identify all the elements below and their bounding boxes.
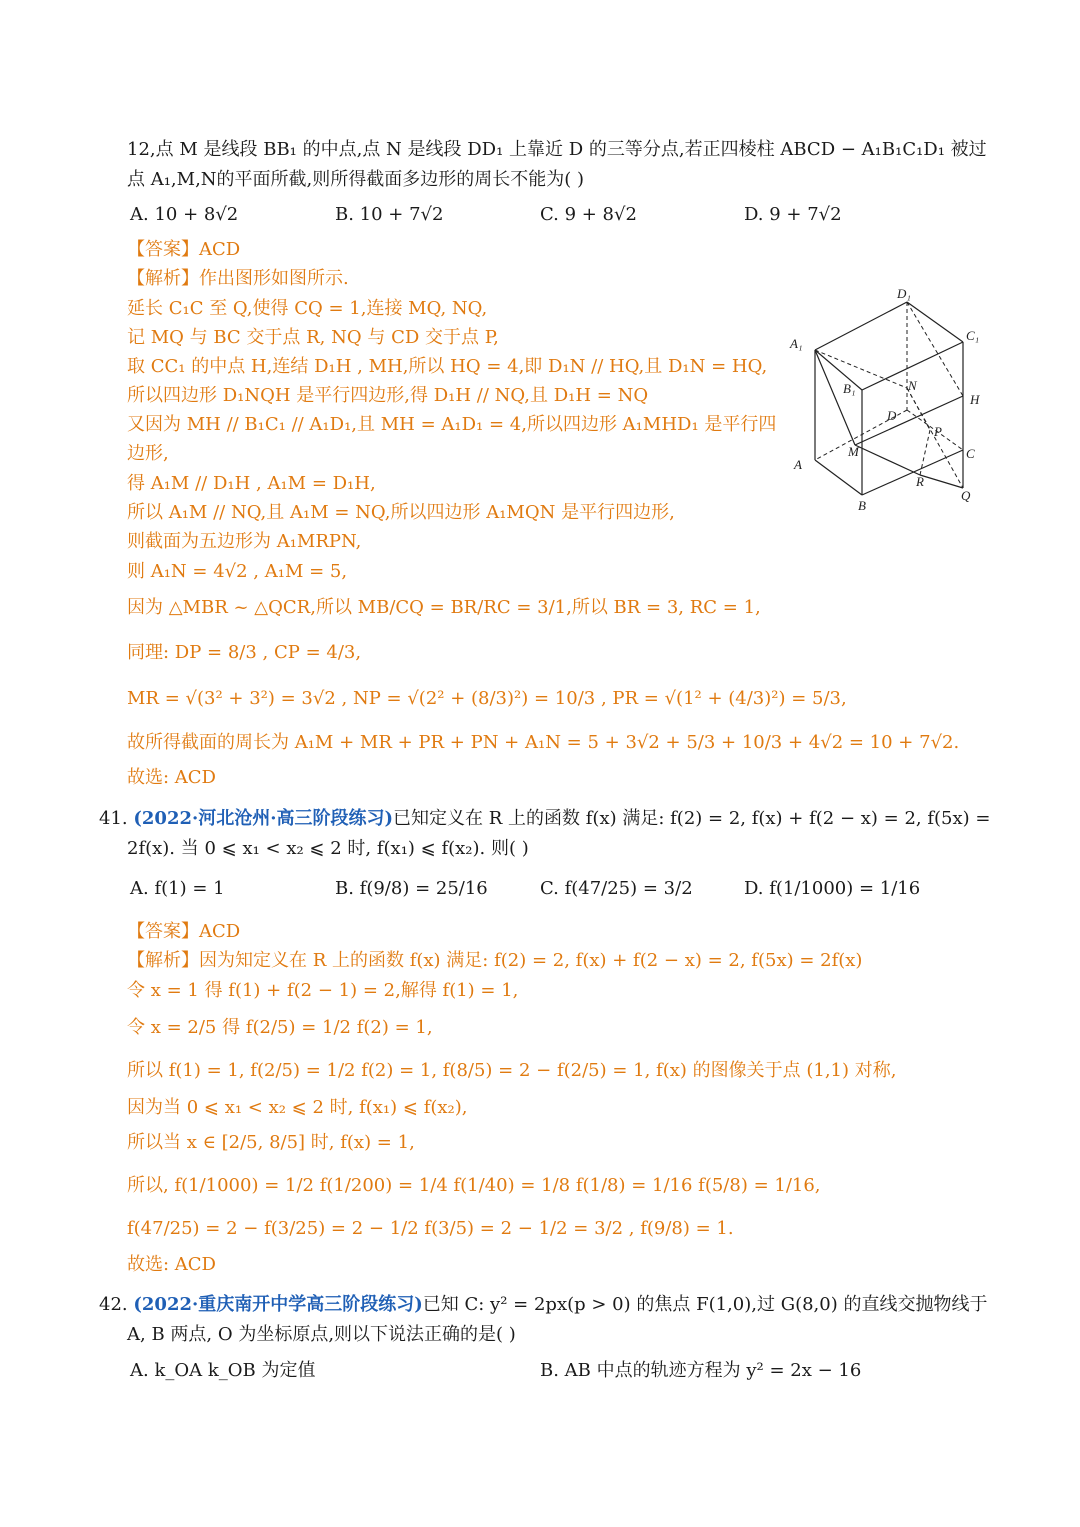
q12-analysis-line: 则 A₁N = 4√2 , A₁M = 5,	[127, 561, 348, 582]
q12-analysis-line: 因为 △MBR ~ △QCR,所以 MB/CQ = BR/RC = 3/1,所以 BR = 3, RC = 1,	[127, 597, 761, 618]
q41-analysis-line: 令 x = 2/5 得 f(2/5) = 1/2 f(2) = 1,	[127, 1017, 433, 1038]
q12-analysis-line: 【解析】作出图形如图所示.	[127, 268, 349, 289]
q12-option-a: A. 10 + 8√2	[130, 204, 239, 225]
figure-label: R	[916, 474, 924, 489]
figure-label: D₁	[897, 286, 911, 301]
figure-label: B	[858, 498, 866, 513]
figure-label: C₁	[966, 328, 980, 343]
q12-analysis-line: 所以四边形 D₁NQH 是平行四边形,得 D₁H // NQ,且 D₁H = NQ	[127, 385, 649, 406]
q12-analysis-line: 得 A₁M // D₁H , A₁M = D₁H,	[127, 473, 376, 494]
q41-analysis-line: 所以 f(1) = 1, f(2/5) = 1/2 f(2) = 1, f(8/5) = 2 − f(2/5) = 1, f(x) 的图像关于点 (1,1) 对称,	[127, 1060, 897, 1081]
q41-stem-line-1	[99, 806, 990, 832]
q41-analysis-line: 所以, f(1/1000) = 1/2 f(1/200) = 1/4 f(1/40) = 1/8 f(1/8) = 1/16 f(5/8) = 1/16,	[127, 1175, 821, 1196]
figure-label: A₁	[790, 336, 803, 351]
q41-analysis-line: 故选: ACD	[127, 1254, 216, 1275]
q12-analysis-line: 记 MQ 与 BC 交于点 R, NQ 与 CD 交于点 P,	[127, 327, 499, 348]
q12-analysis-line: 所以 A₁M // NQ,且 A₁M = NQ,所以四边形 A₁MQN 是平行四边形,	[127, 502, 675, 523]
q12-option-b: B. 10 + 7√2	[335, 204, 444, 225]
figure-label: P	[934, 424, 942, 439]
q12-analysis-line: MR = √(3² + 3²) = 3√2 , NP = √(2² + (8/3)²) = 10/3 , PR = √(1² + (4/3)²) = 5/3,	[127, 688, 847, 709]
q41-option-c: C. f(47/25) = 3/2	[540, 878, 693, 899]
q12-analysis-line: 则截面为五边形为 A₁MRPN,	[127, 531, 362, 552]
q42-stem-line-2: A, B 两点, O 为坐标原点,则以下说法正确的是( )	[127, 1324, 516, 1345]
q12-stem-line-2: 点 A₁,M,N的平面所截,则所得截面多边形的周长不能为( )	[127, 169, 585, 190]
q41-option-a: A. f(1) = 1	[130, 878, 225, 899]
q42-stem-line-1	[99, 1292, 987, 1318]
q12-analysis-line: 取 CC₁ 的中点 H,连结 D₁H , MH,所以 HQ = 4,即 D₁N // HQ,且 D₁N = HQ,	[127, 356, 768, 377]
figure-label: N	[908, 378, 917, 393]
figure-label: M	[848, 444, 859, 459]
q42-number: 42.	[99, 1294, 128, 1315]
q12-analysis-line: 边形,	[127, 443, 169, 464]
q12-analysis-line: 故所得截面的周长为 A₁M + MR + PR + PN + A₁N = 5 + 3√2 + 5/3 + 10/3 + 4√2 = 10 + 7√2.	[127, 732, 960, 753]
q12-analysis-line: 同理: DP = 8/3 , CP = 4/3,	[127, 642, 362, 663]
q41-analysis-line: 令 x = 1 得 f(1) + f(2 − 1) = 2,解得 f(1) = 1,	[127, 980, 519, 1001]
q41-analysis-line: 【解析】因为知定义在 R 上的函数 f(x) 满足: f(2) = 2, f(x) + f(2 − x) = 2, f(5x) = 2f(x)	[127, 950, 863, 971]
q41-answer: 【答案】ACD	[127, 921, 241, 942]
figure-label: A	[794, 457, 802, 472]
q41-analysis-line: 所以当 x ∈ [2/5, 8/5] 时, f(x) = 1,	[127, 1132, 415, 1153]
q41-option-b: B. f(9/8) = 25/16	[335, 878, 488, 899]
prism-figure	[770, 280, 995, 520]
q41-stem: 已知定义在 R 上的函数 f(x) 满足: f(2) = 2, f(x) + f(2 − x) = 2, f(5x) =	[393, 808, 991, 829]
figure-label: H	[970, 392, 980, 407]
q42-stem: 已知 C: y² = 2px(p > 0) 的焦点 F(1,0),过 G(8,0) 的直线交抛物线于	[422, 1294, 988, 1315]
q12-option-c: C. 9 + 8√2	[540, 204, 637, 225]
figure-label: B₁	[843, 381, 856, 396]
q41-analysis-line: f(47/25) = 2 − f(3/25) = 2 − 1/2 f(3/5) = 2 − 1/2 = 3/2 , f(9/8) = 1.	[127, 1218, 734, 1239]
q41-number: 41.	[99, 808, 128, 829]
q12-analysis-line: 延长 C₁C 至 Q,使得 CQ = 1,连接 MQ, NQ,	[127, 298, 488, 319]
q42-source: (2022·重庆南开中学高三阶段练习)	[133, 1294, 423, 1315]
q12-analysis-line: 故选: ACD	[127, 767, 216, 788]
q42-option-a: A. k_OA k_OB 为定值	[130, 1360, 316, 1381]
q12-stem-line-1: 12,点 M 是线段 BB₁ 的中点,点 N 是线段 DD₁ 上靠近 D 的三等分点,若正四棱柱 ABCD − A₁B₁C₁D₁ 被过	[127, 139, 987, 160]
q12-option-d: D. 9 + 7√2	[744, 204, 842, 225]
q12-answer: 【答案】ACD	[127, 239, 241, 260]
q12-analysis-line: 又因为 MH // B₁C₁ // A₁D₁,且 MH = A₁D₁ = 4,所以四边形 A₁MHD₁ 是平行四	[127, 414, 777, 435]
figure-label: Q	[961, 488, 971, 503]
q41-source: (2022·河北沧州·高三阶段练习)	[133, 808, 394, 829]
figure-label: D	[887, 408, 897, 423]
q41-analysis-line: 因为当 0 ⩽ x₁ < x₂ ⩽ 2 时, f(x₁) ⩽ f(x₂),	[127, 1097, 468, 1118]
figure-label: C	[966, 446, 975, 461]
q41-option-d: D. f(1/1000) = 1/16	[744, 878, 921, 899]
q42-option-b: B. AB 中点的轨迹方程为 y² = 2x − 16	[540, 1360, 862, 1381]
q41-stem-line-2: 2f(x). 当 0 ⩽ x₁ < x₂ ⩽ 2 时, f(x₁) ⩽ f(x₂). 则( )	[127, 838, 529, 859]
